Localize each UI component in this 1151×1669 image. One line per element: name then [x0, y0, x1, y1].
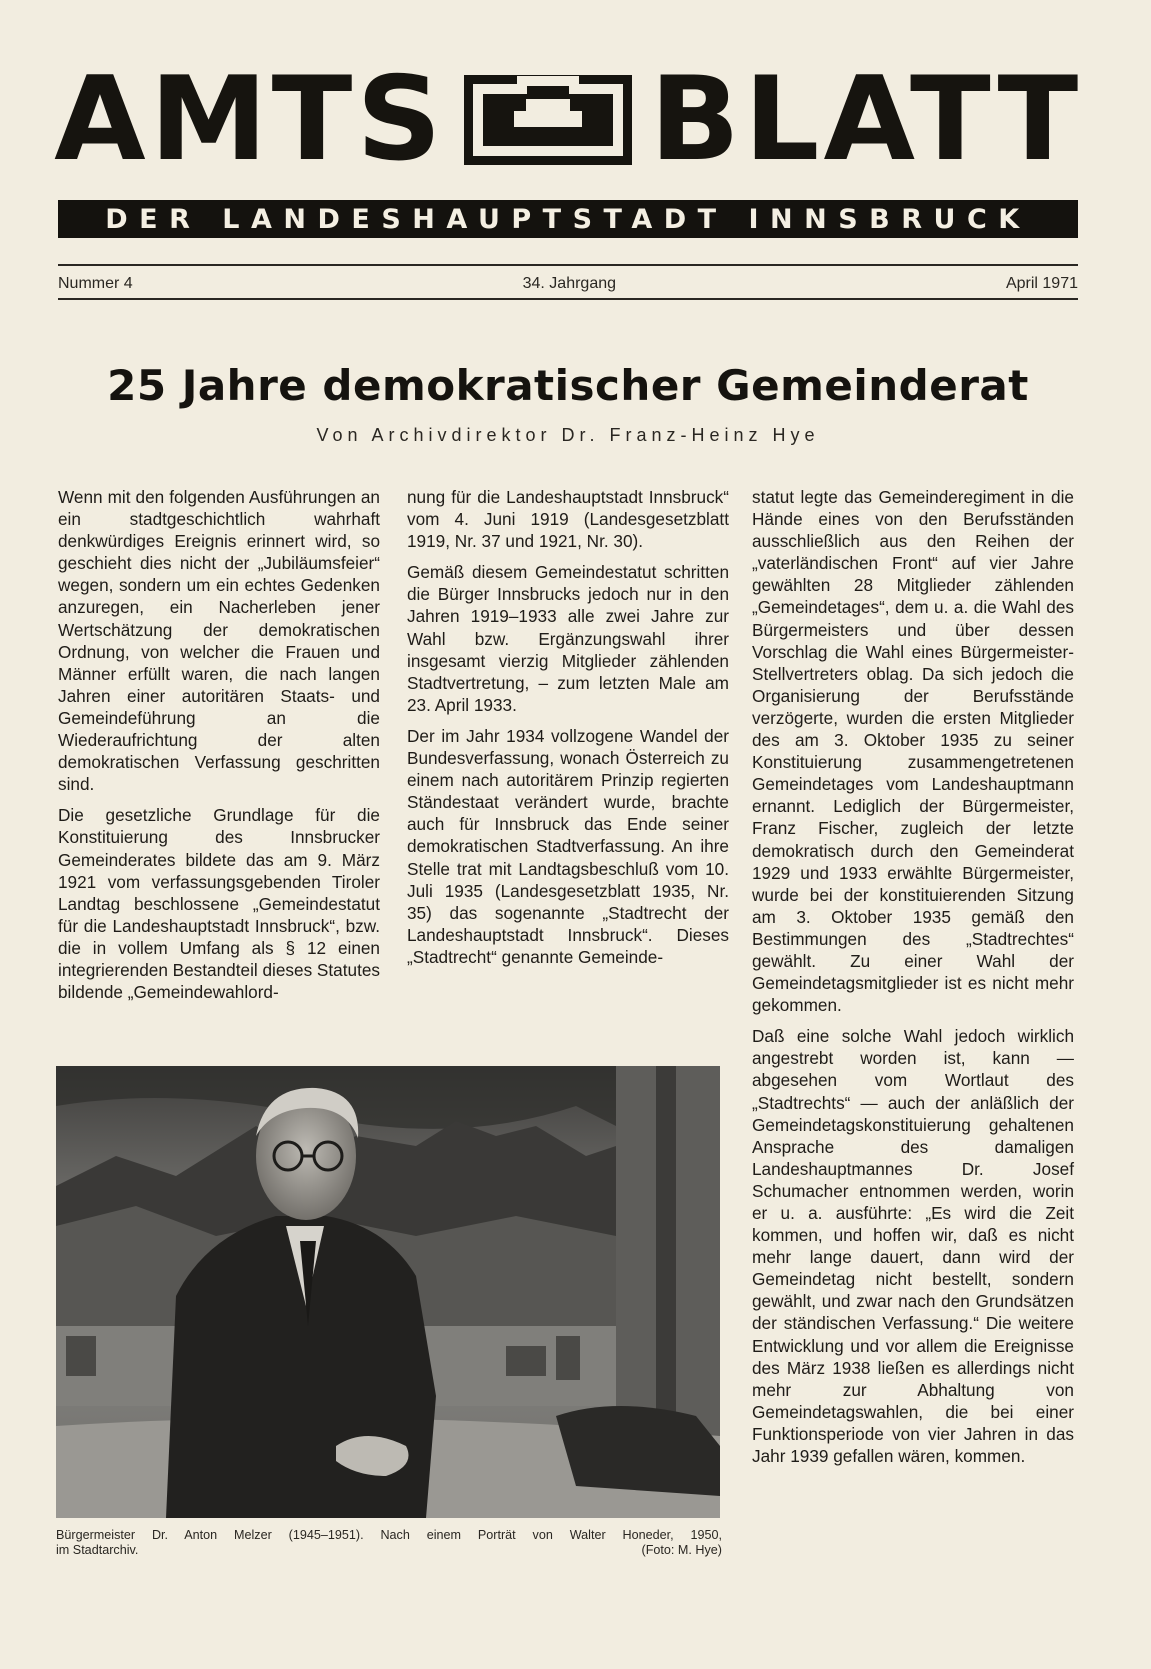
caption-text: Bürgermeister Dr. Anton Melzer (1945–1951). Nach einem Porträt von Walter Honeder, 1950,	[56, 1528, 722, 1542]
issue-date: April 1971	[1005, 275, 1078, 292]
paragraph: nung für die Landeshauptstadt Innsbruck“ vom 4. Juni 1919 (Landesgesetzblatt 1919, Nr. 37 und 1921, Nr. 30).	[407, 487, 729, 552]
issue-info	[58, 272, 1078, 296]
article-title: 25 Jahre demokratischer Gemeinderat	[107, 361, 1029, 410]
article-byline: Von Archivdirektor Dr. Franz-Heinz Hye	[316, 425, 820, 445]
paragraph: Gemäß diesem Gemeindestatut schritten die Bürger Innsbrucks jedoch nur in den Jahren 1919–1933 alle zwei Jahre zur Wahl bzw. Ergänzungswahl ihrer insgesamt vierzig Mitglieder zählenden Stadtvertretung, – zum letzten Male am 23. April 1933.	[407, 562, 729, 715]
masthead-word-left: AMTS	[54, 52, 446, 187]
article-column-1	[58, 486, 380, 1012]
masthead-subtitle: DER LANDESHAUPTSTADT INNSBRUCK	[58, 200, 1078, 238]
article-column-2	[407, 486, 729, 977]
issue-rule-top	[58, 264, 1078, 266]
article-column-3	[752, 486, 1074, 1476]
innsbruck-coat-of-arms-icon	[464, 71, 632, 169]
photo-credit: (Foto: M. Hye)	[641, 1543, 722, 1557]
issue-number: Nummer 4	[58, 275, 133, 292]
portrait-photo	[56, 1066, 720, 1518]
portrait-painting-image	[56, 1066, 720, 1518]
issue-volume: 34. Jahrgang	[522, 275, 617, 292]
paragraph: Daß eine solche Wahl jedoch wirklich angestrebt worden ist, kann — abgesehen vom Wortlaut des „Stadtrechts“ — auch der anläßlich der Gemeindetagskonstituierung gehaltenen Ansprache des damaligen Landeshauptmannes Dr. Josef Schumacher entnommen werden, worin er u. a. ausführte: „Es wird die Zeit kommen, und hoffen wir, daß es nicht mehr lange dauert, dann wird der Gemeindetag nicht bestellt, sondern gewählt, und zwar nach den Grundsätzen der ständischen Verfassung.“ Die weitere Entwicklung und vor allem die Ereignisse des März 1938 ließen es allerdings nicht mehr zur Abhaltung von Gemeindetagswahlen, die bei einer Funktionsperiode von vier Jahren in das Jahr 1939 gefallen wären, kommen.	[752, 1026, 1074, 1467]
paragraph: Der im Jahr 1934 vollzogene Wandel der Bundesverfassung, wonach Österreich zu einem nach autoritärem Prinzip regierten Ständestaat verändert wurde, brachte auch für Innsbruck das Ende seiner demokratischen Stadtverfassung. An ihre Stelle trat mit Landtagsbeschluß vom 10. Juli 1935 (Landesgesetzblatt 1935, Nr. 35) das sogenannte „Stadtrecht der Landeshauptstadt Innsbruck“. Dieses „Stadtrecht“ genannte Gemeinde-	[407, 725, 729, 967]
paragraph: statut legte das Gemeinderegiment in die Hände eines von den Berufsständen ausschließlich aus den Reihen der „vaterländischen Front“ auf vier Jahre gewählten 28 Mitglieder zählenden „Gemeindetages“, dem u. a. die Wahl des Bürgermeisters und über dessen Vorschlag die Wahl eines Bürgermeister-Stellvertreters oblag. Da sich jedoch die Organisierung der Berufsstände verzögerte, wurden die ersten Mitglieder des am 3. Oktober 1935 zu seiner Konstituierung zusammengetretenen Gemeindetages vom Landeshauptmann ernannt. Lediglich der Bürgermeister, Franz Fischer, zugleich der letzte demokratisch durch den Gemeinderat 1929 und 1933 erwählte Bürgermeister, wurde bei der konstituierenden Sitzung am 3. Oktober 1935 gemäß den Bestimmungen des „Stadtrechtes“ gewählt. Zu einer Wahl der Gemeindetagsmitglieder ist es nicht mehr gekommen.	[752, 487, 1074, 1016]
masthead	[54, 52, 1083, 187]
paragraph: Wenn mit den folgenden Ausführungen an ein stadtgeschichtlich wahrhaft denkwürdiges Ereignis erinnert wird, so geschieht dies nicht der „Jubiläumsfeier“ wegen, sondern um ein echtes Gedenken anzuregen, ein Nacherleben jener Wertschätzung der demokratischen Ordnung, von welcher die Frauen und Männer erfüllt waren, die nach langen Jahren einer autoritären Staats- und Gemeindeführung an die Wiederaufrichtung der alten demokratischen Verfassung geschritten sind.	[58, 487, 380, 795]
caption-text-continued: im Stadtarchiv.	[56, 1543, 139, 1557]
issue-rule-bottom	[58, 298, 1078, 300]
masthead-word-right: BLATT	[649, 52, 1083, 187]
photo-caption	[56, 1528, 722, 1558]
paragraph: Die gesetzliche Grundlage für die Konstituierung des Innsbrucker Gemeinderates bildete das am 9. März 1921 vom verfassungsgebenden Tiroler Landtag beschlossene „Gemeindestatut für die Landeshauptstadt Innsbruck“, bzw. die in vollem Umfang als § 12 einen integrierenden Bestandteil dieses Statutes bildende „Gemeindewahlord-	[58, 805, 380, 1003]
